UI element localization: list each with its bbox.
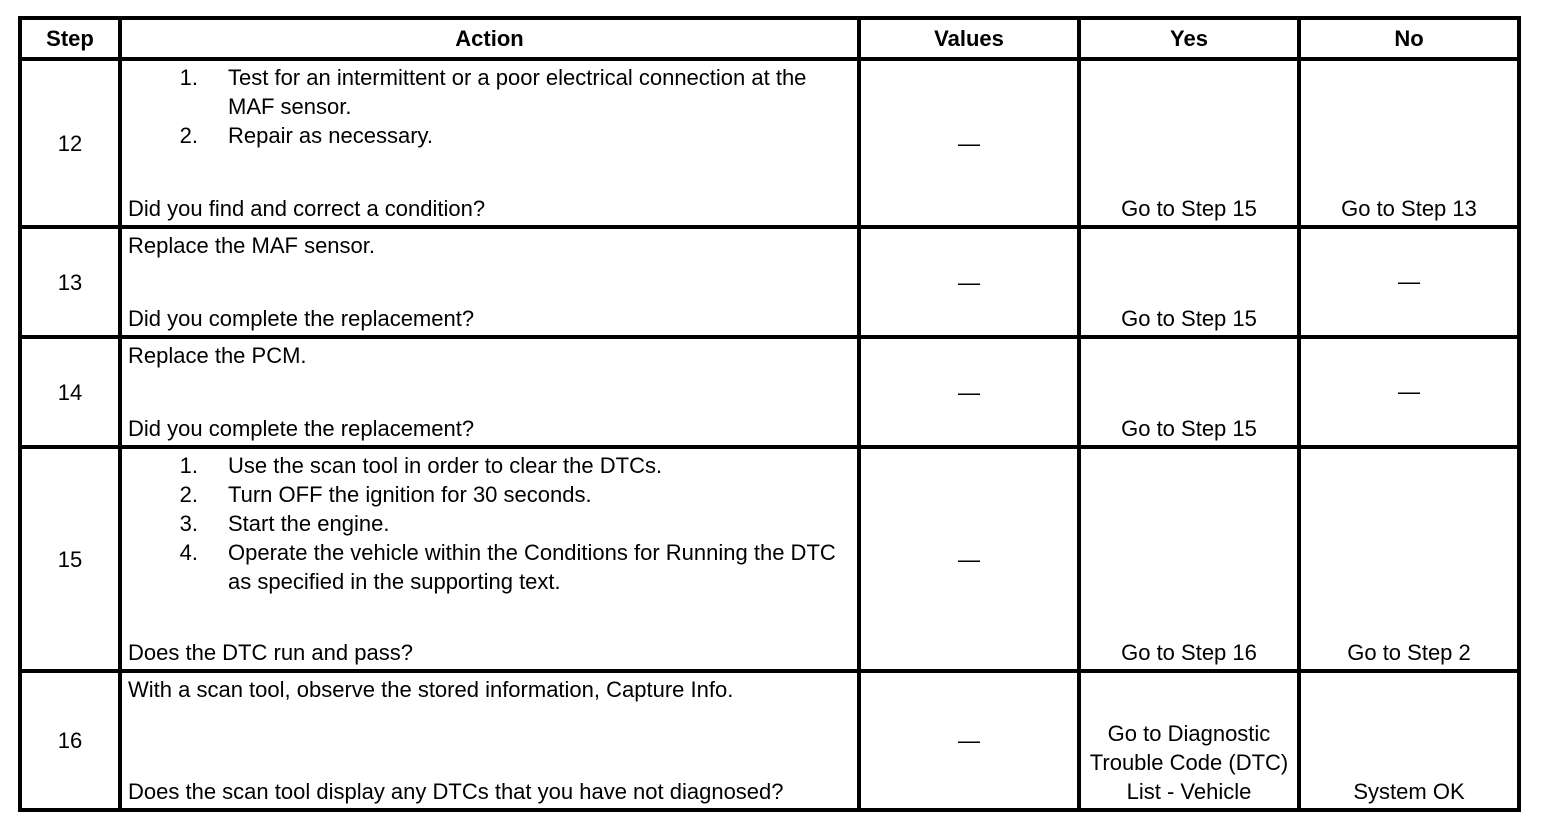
action-question: Did you complete the replacement? [128,416,475,441]
diagnostic-table [18,16,1521,812]
action-text: With a scan tool, observe the stored information, Capture Info. [128,677,734,702]
header-step: Step [20,18,120,59]
table-row-step-15 [20,447,1519,671]
header-row [20,18,1519,59]
values-cell: — [859,59,1079,227]
step-number: 12 [20,59,120,227]
table-row-step-16 [20,671,1519,810]
header-yes: Yes [1079,18,1299,59]
action-question: Did you find and correct a condition? [128,196,486,221]
table-row-step-12 [20,59,1519,227]
step-number: 13 [20,227,120,337]
table-row-step-14 [20,337,1519,447]
step-number: 15 [20,447,120,671]
header-no: No [1299,18,1519,59]
action-steps [128,63,851,150]
table-row-step-13 [20,227,1519,337]
action-cell [120,671,859,810]
list-item: 3. Start the engine. [179,511,390,536]
yes-cell: Go to Step 16 [1079,447,1299,671]
no-cell: System OK [1299,671,1519,810]
step-number: 14 [20,337,120,447]
list-item: 2. Repair as necessary. [179,123,434,148]
action-question: Did you complete the replacement? [128,306,475,331]
no-cell: Go to Step 13 [1299,59,1519,227]
no-cell: Go to Step 2 [1299,447,1519,671]
action-cell [120,59,859,227]
header-values: Values [859,18,1079,59]
values-cell: — [859,671,1079,810]
list-item: 2. Turn OFF the ignition for 30 seconds. [179,482,592,507]
action-cell [120,447,859,671]
values-cell: — [859,337,1079,447]
yes-cell: Go to Diagnostic Trouble Code (DTC) List - Vehicle [1079,671,1299,810]
values-cell: — [859,447,1079,671]
action-cell [120,337,859,447]
no-cell: — [1299,227,1519,337]
step-number: 16 [20,671,120,810]
header-action: Action [120,18,859,59]
yes-cell: Go to Step 15 [1079,59,1299,227]
action-cell [120,227,859,337]
yes-cell: Go to Step 15 [1079,227,1299,337]
no-cell: — [1299,337,1519,447]
action-question: Does the DTC run and pass? [128,640,413,665]
yes-cell: Go to Step 15 [1079,337,1299,447]
action-text: Replace the PCM. [128,343,307,368]
values-cell: — [859,227,1079,337]
list-item: 4. Operate the vehicle within the Conditions for Running the DTC as specified in the supporting text. [179,540,836,594]
list-item: 1. Use the scan tool in order to clear the DTCs. [179,453,663,478]
action-text: Replace the MAF sensor. [128,233,376,258]
action-steps [128,451,851,596]
action-question: Does the scan tool display any DTCs that you have not diagnosed? [128,779,784,804]
list-item: 1. Test for an intermittent or a poor electrical connection at the MAF sensor. [179,65,807,119]
